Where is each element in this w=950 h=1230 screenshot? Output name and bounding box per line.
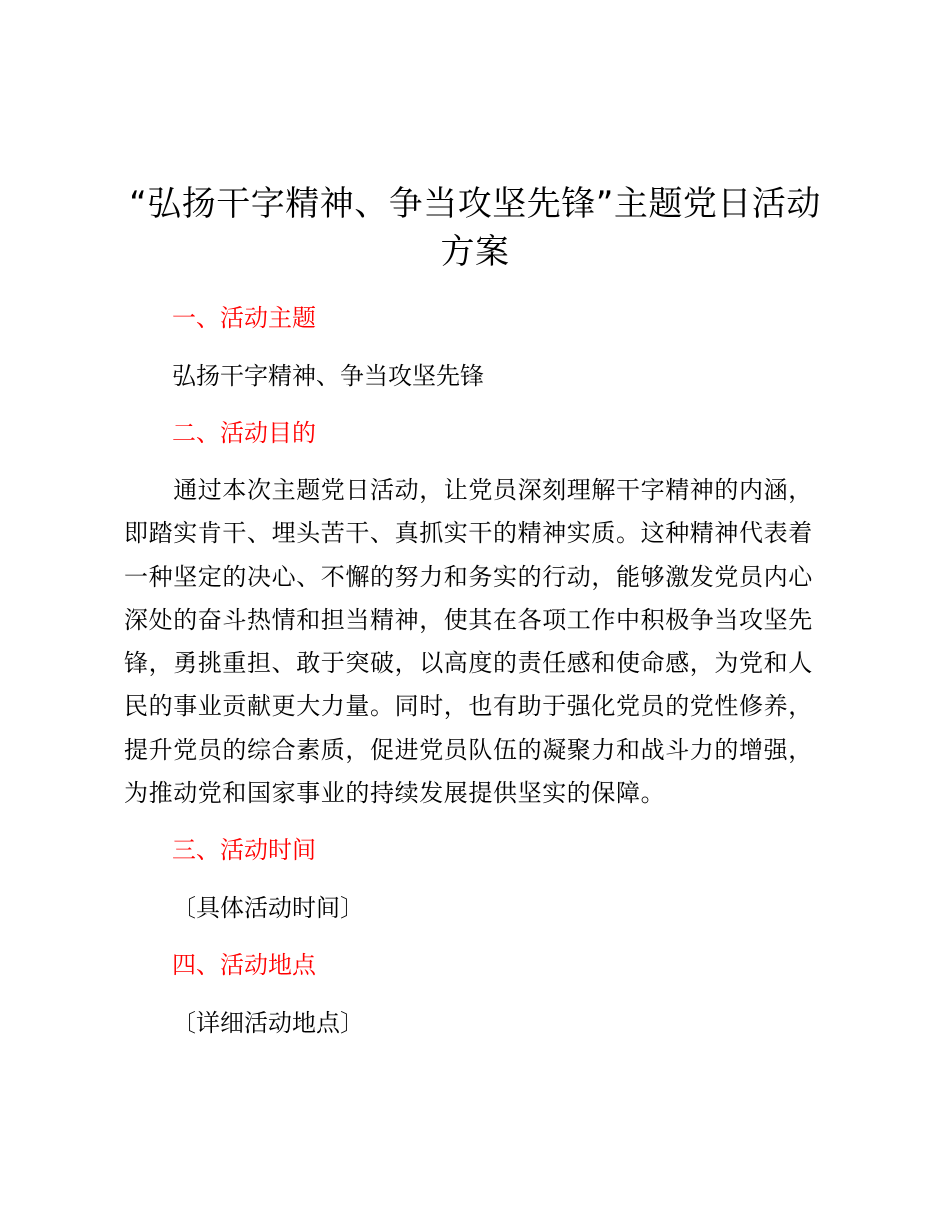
- purpose-line: 民的事业贡献更大力量。同时，也有助于强化党员的党性修养，: [124, 692, 813, 721]
- section-heading-purpose: 二、活动目的: [172, 419, 316, 447]
- title-line-1: “弘扬干字精神、争当攻坚先锋”主题党日活动: [129, 184, 821, 224]
- purpose-line: 通过本次主题党日活动，让党员深刻理解干字精神的内涵，: [124, 476, 813, 504]
- purpose-line: 为推动党和国家事业的持续发展提供坚实的保障。: [124, 779, 666, 808]
- title-line-2: 方案: [440, 232, 510, 272]
- document-title: [100, 180, 850, 276]
- section-body-purpose: [124, 469, 834, 815]
- section-body-location: 〔详细活动地点〕: [172, 1009, 364, 1037]
- purpose-line: 提升党员的综合素质，促进党员队伍的凝聚力和战斗力的增强，: [124, 735, 813, 764]
- section-heading-time: 三、活动时间: [172, 836, 316, 864]
- section-heading-location: 四、活动地点: [172, 951, 316, 979]
- section-body-theme: 弘扬干字精神、争当攻坚先锋: [172, 362, 484, 390]
- section-heading-theme: 一、活动主题: [172, 304, 316, 332]
- purpose-line: 深处的奋斗热情和担当精神，使其在各项工作中积极争当攻坚先: [124, 605, 813, 634]
- purpose-line: 一种坚定的决心、不懈的努力和务实的行动，能够激发党员内心: [124, 562, 813, 591]
- purpose-line: 即踏实肯干、埋头苦干、真抓实干的精神实质。这种精神代表着: [124, 519, 813, 548]
- purpose-line: 锋，勇挑重担、敢于突破，以高度的责任感和使命感，为党和人: [124, 649, 813, 678]
- section-body-time: 〔具体活动时间〕: [172, 894, 364, 922]
